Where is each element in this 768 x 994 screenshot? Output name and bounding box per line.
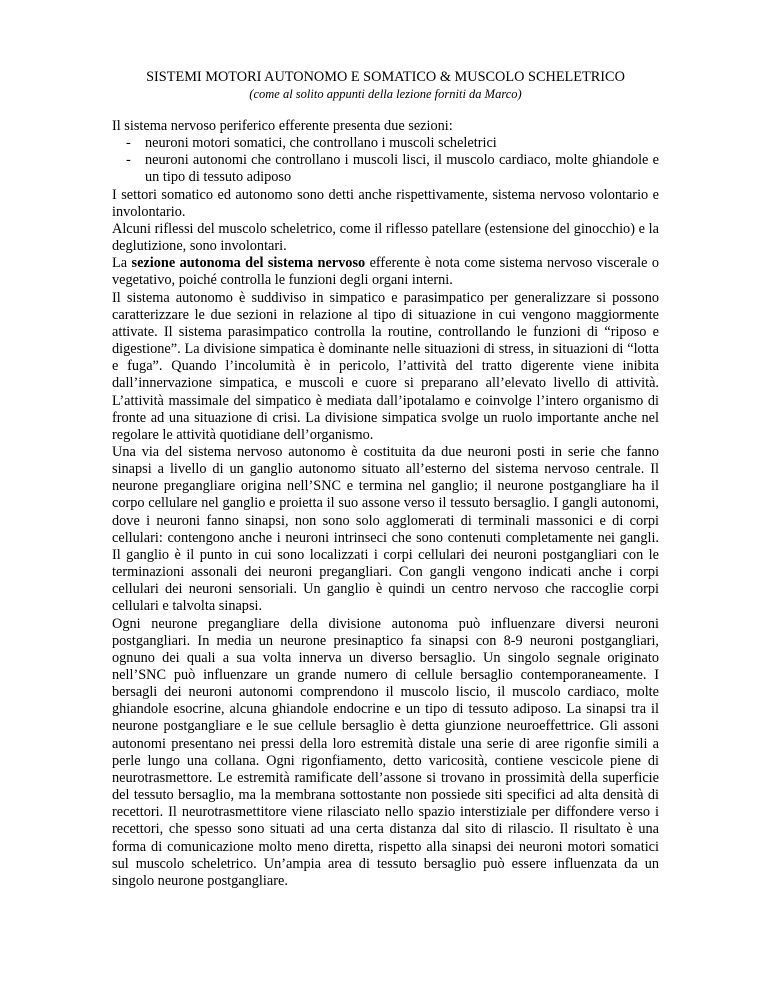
list-item: - neuroni autonomi che controllano i muscoli lisci, il muscolo cardiaco, molte ghiandole e un tipo di tessuto adiposo — [145, 152, 659, 186]
bold-term: sezione autonoma del sistema nervoso — [131, 255, 366, 272]
document-subtitle: (come al solito appunti della lezione forniti da Marco) — [249, 87, 522, 101]
paragraph-sympathetic-parasympathetic: Il sistema autonomo è suddiviso in simpatico e parasimpatico per generalizzare si possono caratterizzare le due sezioni in relazione al tipo di situazione in cui vengono maggiormente attivate. Il sistema parasimpatico controlla la routine, controllando le funzioni di “riposo e digestione”. La divisione simpatica è dominante nelle situazioni di stress, in situazioni di “lotta e fuga”. Quando l’incolumità è in pericolo, l’attività del tratto digerente viene inibita dall’innervazione simpatica, e muscoli e cuore si preparano all’elevato livello di attività. L’attività massimale del simpatico è mediata dall’ipotalamo e coinvolge l’intero organismo di fronte ad una situazione di crisi. La divisione simpatica svolge un ruolo importante anche nel regolare le attività quotidiane dell’organismo. — [112, 289, 659, 443]
document-page — [112, 68, 659, 890]
intro-paragraph: Il sistema nervoso periferico efferente presenta due sezioni: — [112, 118, 453, 134]
paragraph-ganglia: Una via del sistema nervoso autonomo è costituita da due neuroni posti in serie che fanno sinapsi a livello di un ganglio autonomo situato all’esterno del sistema nervoso centrale. Il neurone pregangliare origina nell’SNC e termina nel ganglio; il neurone postgangliare ha il corpo cellulare nel ganglio e proietta il suo assone verso il tessuto bersaglio. I gangli autonomi, dove i neuroni fanno sinapsi, non sono solo agglomerati di terminali massonici e di corpi cellulari: contengono anche i neuroni intrinseci che sono contenuti completamente nei gangli. Il ganglio è il punto in cui sono localizzati i corpi cellulari dei neuroni postgangliari con le terminazioni assonali dei neuroni pregangliari. Con gangli vengono indicati anche i corpi cellulari dei neuroni sensoriali. Un ganglio è quindi un centro nervoso che raccoglie corpi cellulari e talvolta sinapsi. — [112, 443, 659, 615]
paragraph-reflexes: Alcuni riflessi del muscolo scheletrico, come il riflesso patellare (estensione del ginocchio) e la deglutizione, sono involontari. — [112, 220, 659, 255]
paragraph-autonomic-section — [112, 255, 659, 289]
text-run: efferente è nota come sistema nervoso viscerale o vegetativo, poiché controlla le funzioni degli organi interni. — [112, 255, 660, 289]
paragraph-postganglionic: Ogni neurone pregangliare della divisione autonoma può influenzare diversi neuroni postgangliari. In media un neurone presinaptico fa sinapsi con 8-9 neuroni postgangliari, ognuno dei quali a sua volta innerva un diverso bersaglio. Un singolo segnale originato nell’SNC può influenzare un grande numero di cellule bersaglio contemporaneamente. I bersagli dei neuroni autonomi comprendono il muscolo liscio, il muscolo cardiaco, molte ghiandole esocrine, alcuna ghiandole endocrine e un tipo di tessuto adiposo. La sinapsi tra il neurone postgangliare e le sue cellule bersaglio è detta giunzione neuroeffettrice. Gli assoni autonomi presentano nei pressi della loro estremità distale una serie di aree rigonfie simili a perle lungo una collana. Ogni rigonfiamento, detto varicosità, contiene vescicole piene di neurotrasmettore. Le estremità ramificate dell’assone si trovano in prossimità della superficie del tessuto bersaglio, ma la membrana sottostante non possiede siti specifici ad alta densità di recettori. Il neurotrasmettitore viene rilasciato nello spazio interstiziale per diffondere verso i recettori, che spesso sono situati ad una certa distanza dal sito di rilascio. Il risultato è una forma di comunicazione molto meno diretta, rispetto alla sinapsi dei neuroni motori somatici sul muscolo scheletrico. Un’ampia area di tessuto bersaglio può essere influenzata da un singolo neurone postgangliare. — [112, 615, 659, 889]
text-run: La — [112, 255, 132, 272]
sections-list — [112, 135, 659, 186]
document-title: SISTEMI MOTORI AUTONOMO E SOMATICO & MUSCOLO SCHELETRICO — [146, 69, 625, 85]
list-item: - neuroni motori somatici, che controllano i muscoli scheletrici — [145, 135, 659, 152]
paragraph-somatic-autonomic: I settori somatico ed autonomo sono detti anche rispettivamente, sistema nervoso volontario e involontario. — [112, 186, 659, 220]
